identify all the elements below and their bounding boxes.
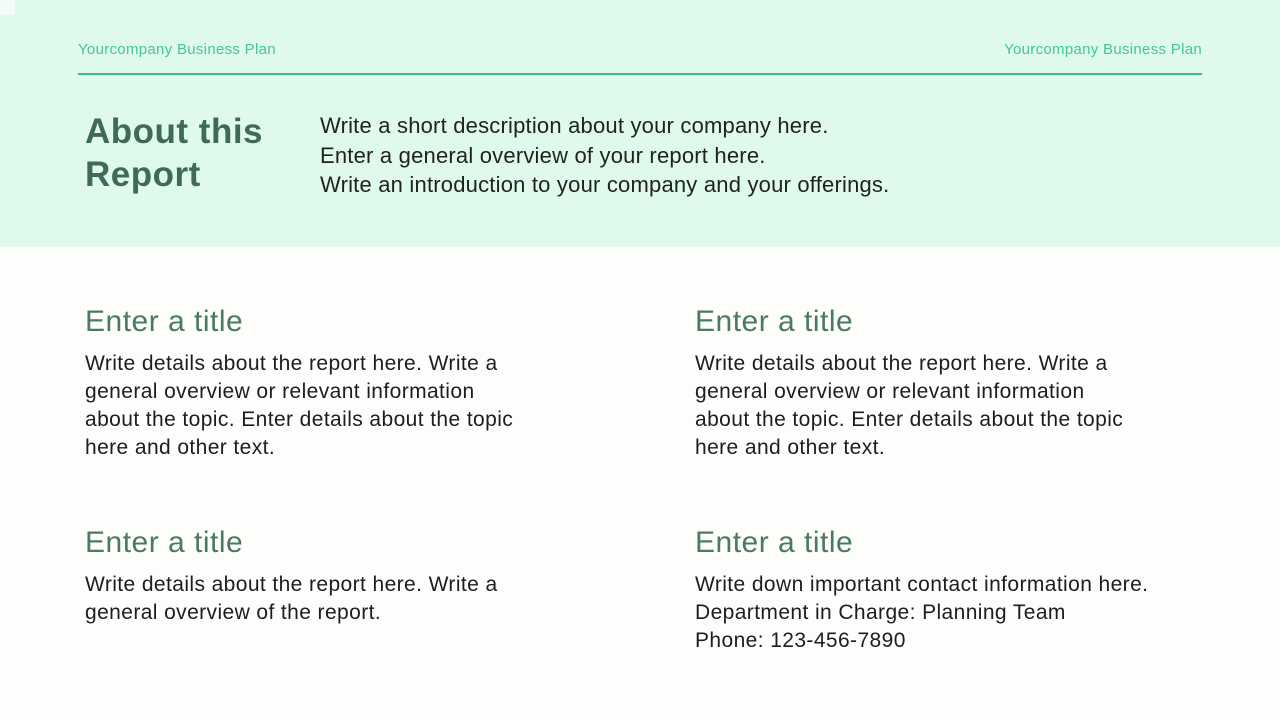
hero-description-line: Write a short description about your company here. — [320, 113, 829, 138]
section-body — [695, 350, 1225, 462]
section-body-line: Write down important contact information here. — [695, 573, 1149, 596]
section-body-line: here and other text. — [85, 436, 276, 459]
section-body-line: general overview or relevant information — [85, 380, 475, 403]
header-right-label: Yourcompany Business Plan — [1004, 41, 1202, 58]
section-title: Enter a title — [85, 526, 244, 559]
section-body — [85, 571, 605, 627]
section-body-line: about the topic. Enter details about the topic — [695, 408, 1124, 431]
hero-section — [0, 0, 1280, 247]
section-block-top-left — [85, 303, 605, 462]
section-body-line: Phone: 123-456-7890 — [695, 629, 906, 652]
section-title: Enter a title — [695, 305, 854, 338]
page-title: About this Report — [85, 112, 264, 194]
section-body — [85, 350, 605, 462]
section-title: Enter a title — [695, 526, 854, 559]
section-body-line: Write details about the report here. Write a — [695, 352, 1108, 375]
hero-description — [320, 111, 889, 200]
section-title: Enter a title — [85, 305, 244, 338]
section-body-line: here and other text. — [695, 436, 886, 459]
hero-description-line: Write an introduction to your company and your offerings. — [320, 172, 890, 197]
section-body-line: Write details about the report here. Write a — [85, 573, 498, 596]
section-block-bottom-right — [695, 524, 1235, 655]
section-body-line: general overview or relevant information — [695, 380, 1085, 403]
header-divider — [78, 73, 1202, 75]
header-left-label: Yourcompany Business Plan — [78, 41, 276, 58]
section-body — [695, 571, 1235, 655]
section-body-line: about the topic. Enter details about the topic — [85, 408, 514, 431]
hero-description-line: Enter a general overview of your report here. — [320, 142, 766, 168]
section-body-line: general overview of the report. — [85, 601, 382, 624]
section-block-bottom-left — [85, 524, 605, 627]
section-block-top-right — [695, 303, 1225, 462]
section-body-line: Write details about the report here. Write a — [85, 352, 498, 375]
corner-highlight — [0, 0, 15, 15]
section-body-line: Department in Charge: Planning Team — [695, 601, 1066, 624]
